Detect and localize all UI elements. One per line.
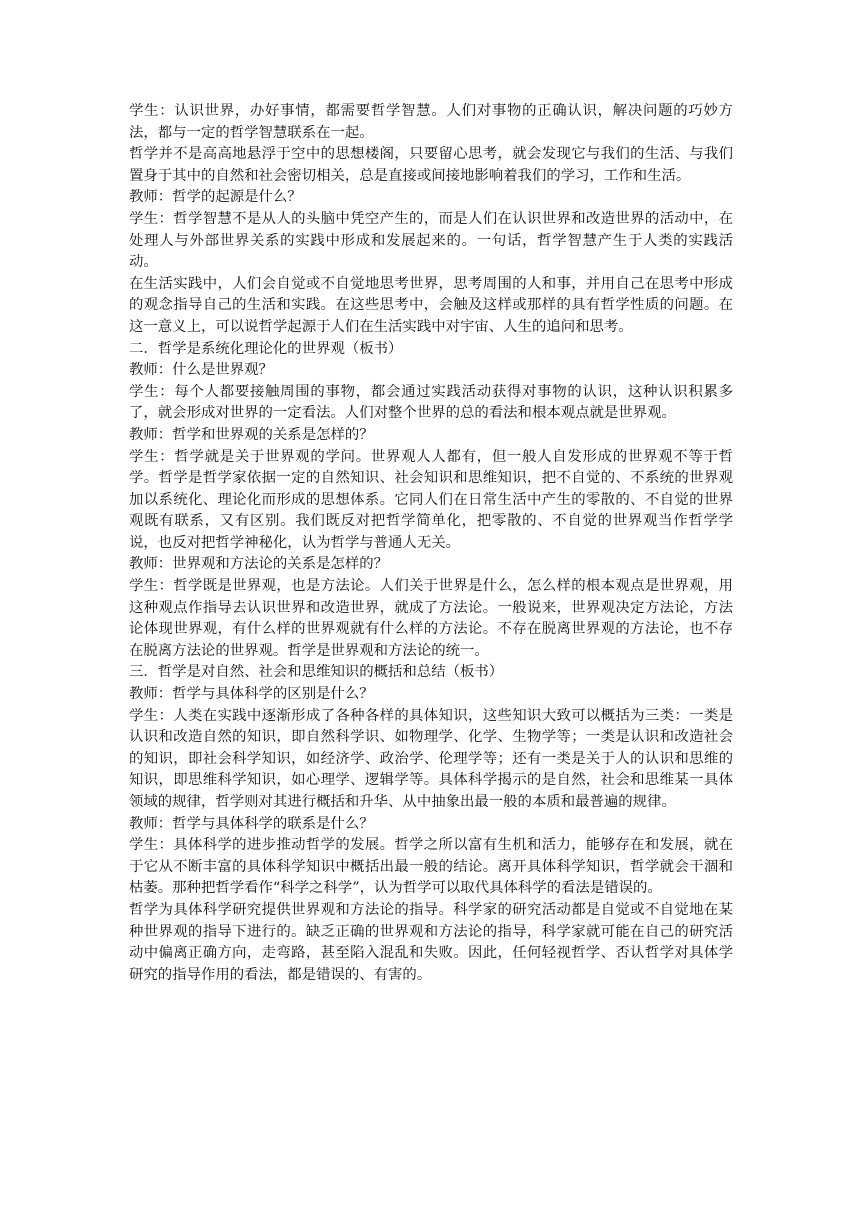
paragraph-teacher-relation-question: 教师：哲学和世界观的关系是怎样的？: [129, 426, 374, 443]
paragraph-student-worldview-answer: 学生：每个人都要接触周围的事物，都会通过实践活动获得对事物的认识，这种认识积累多了，就会形成对世界的一定看法。人们对整个世界的总的看法和根本观点就是世界观。: [129, 383, 733, 422]
paragraph-life-practice: 在生活实践中，人们会自觉或不自觉地思考世界，思考周围的人和事，并用自己在思考中形成的观念指导自己的生活和实践。在这些思考中，会触及这样或那样的具有哲学性质的问题。在这一意义上，可以说哲学起源于人们在生活实践中对宇宙、人生的追问和思考。: [129, 275, 733, 335]
paragraph-student-wisdom: 学生：认识世界，办好事情，都需要哲学智慧。人们对事物的正确认识，解决问题的巧妙方法，都与一定的哲学智慧联系在一起。: [129, 103, 733, 141]
paragraph-student-connection-answer: 学生：具体科学的进步推动哲学的发展。哲学之所以富有生机和活力，能够存在和发展，就在于它从不断丰富的具体科学知识中概括出最一般的结论。离开具体科学知识，哲学就会干涸和枯萎。那种把哲学看作“科学之科学”，认为哲学可以取代具体科学的看法是错误的。: [129, 837, 733, 897]
paragraph-teacher-difference-question: 教师：哲学与具体科学的区别是什么？: [129, 686, 374, 703]
paragraph-teacher-connection-question: 教师：哲学与具体科学的联系是什么？: [129, 815, 374, 832]
section-heading-3: 三．哲学是对自然、社会和思维知识的概括和总结（板书）: [129, 664, 504, 681]
paragraph-student-relation-answer: 学生：哲学就是关于世界观的学问。世界观人人都有，但一般人自发形成的世界观不等于哲学。哲学是哲学家依据一定的自然知识、社会知识和思维知识，把不自觉的、不系统的世界观加以系统化、理论化而形成的思想体系。它同人们在日常生活中产生的零散的、不自觉的世界观既有联系，又有区别。我们既反对把哲学简单化，把零散的、不自觉的世界观当作哲学学说，也反对把哲学神秘化，认为哲学与普通人无关。: [129, 448, 733, 551]
document-body: [129, 101, 733, 986]
paragraph-student-origin-answer: 学生：哲学智慧不是从人的头脑中凭空产生的，而是人们在认识世界和改造世界的活动中，在处理人与外部世界关系的实践中形成和发展起来的。一句话，哲学智慧产生于人类的实践活动。: [129, 210, 733, 271]
paragraph-philosophy-guidance: 哲学为具体科学研究提供世界观和方法论的指导。科学家的研究活动都是自觉或不自觉地在某种世界观的指导下进行的。缺乏正确的世界观和方法论的指导，科学家就可能在自己的研究活动中偏离正确方向，走弯路，甚至陷入混乱和失败。因此，任何轻视哲学、否认哲学对具体学研究的指导作用的看法，都是错误的、有害的。: [129, 901, 733, 983]
paragraph-philosophy-life: 哲学并不是高高地悬浮于空中的思想楼阁，只要留心思考，就会发现它与我们的生活、与我们置身于其中的自然和社会密切相关，总是直接或间接地影响着我们的学习，工作和生活。: [129, 146, 733, 184]
section-heading-2: 二．哲学是系统化理论化的世界观（板书）: [129, 340, 403, 357]
paragraph-teacher-worldview-question: 教师：什么是世界观？: [129, 362, 273, 379]
paragraph-student-methodology-answer: 学生：哲学既是世界观，也是方法论。人们关于世界是什么，怎么样的根本观点是世界观，用这种观点作指导去认识世界和改造世界，就成了方法论。一般说来，世界观决定方法论，方法论体现世界观，有什么样的世界观就有什么样的方法论。不存在脱离世界观的方法论，也不存在脱离方法论的世界观。哲学是世界观和方法论的统一。: [129, 578, 733, 659]
paragraph-teacher-origin-question: 教师：哲学的起源是什么？: [129, 189, 302, 206]
paragraph-student-difference-answer: 学生：人类在实践中逐渐形成了各种各样的具体知识，这些知识大致可以概括为三类：一类是认识和改造自然的知识，即自然科学识、如物理学、化学、生物学等；一类是认识和改造社会的知识，即社会科学知识，如经济学、政治学、伦理学等；还有一类是关于人的认识和思维的知识，即思维科学知识，如心理学、逻辑学等。具体科学揭示的是自然，社会和思维某一具体领域的规律，哲学则对其进行概括和升华、从中抽象出最一般的本质和最普遍的规律。: [129, 707, 733, 810]
paragraph-teacher-methodology-question: 教师：世界观和方法论的关系是怎样的？: [129, 556, 389, 573]
